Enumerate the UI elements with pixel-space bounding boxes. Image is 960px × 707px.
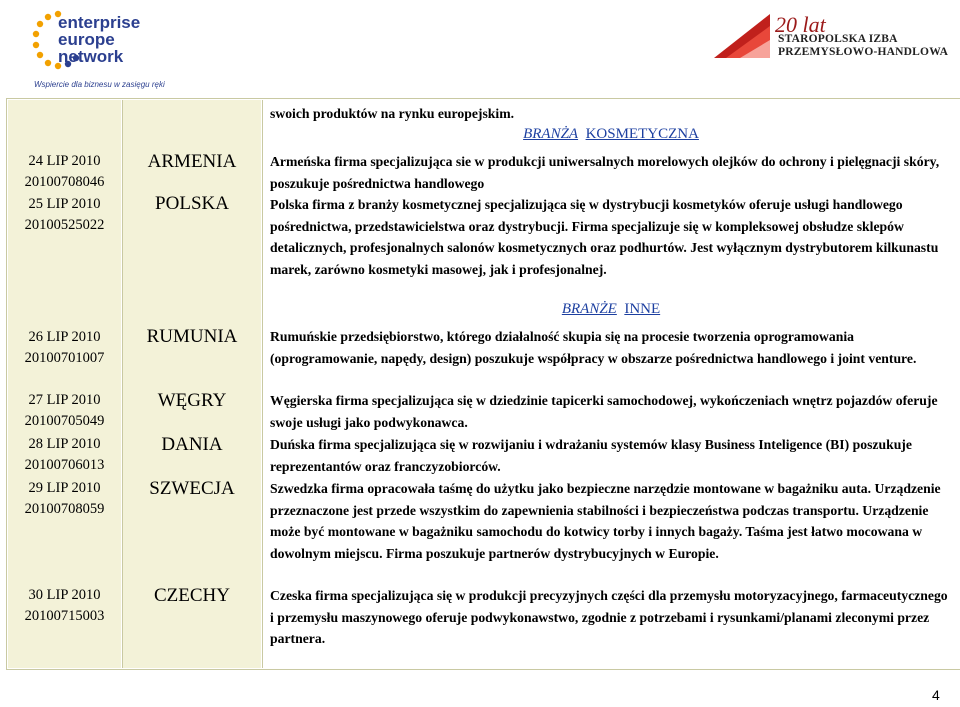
intro-text: swoich produktów na rynku europejskim. <box>270 106 515 121</box>
row-date: 28 LIP 2010 20100706013 <box>24 436 105 473</box>
spih-name-line2: PRZEMYSŁOWO-HANDLOWA <box>778 46 949 58</box>
row-date: 29 LIP 2010 20100708059 <box>24 480 105 517</box>
row-date: 26 LIP 2010 20100701007 <box>24 329 105 366</box>
row-date: 24 LIP 2010 20100708046 <box>24 153 105 190</box>
row-date: 25 LIP 2010 20100525022 <box>24 196 105 233</box>
row-country: RUMUNIA <box>146 326 238 347</box>
row-country: SZWECJA <box>149 478 235 499</box>
row-description: Polska firma z branży kosmetycznej specjalizująca się w dystrybucji kosmetyków oferuje usługi handlowego pośrednictwa, przedstawicielstwa oraz dystrybucji. Firma specjalizuje się w kompleksowej obsłudze sklepów detalicznych, profesjonalnych salonów kosmetycznych oraz podhurtów. Jest wyłącznym dystrybutorem kilkunastu marek, zarówno kosmetyki masowej, jak i profesjonalnej. <box>270 197 939 277</box>
row-country: WĘGRY <box>157 390 227 411</box>
row-country: ARMENIA <box>147 151 237 172</box>
row-date: 30 LIP 2010 20100715003 <box>24 587 105 624</box>
spih-years: 20 lat <box>775 12 826 37</box>
section-heading-other: BRANŻE INNE <box>561 301 661 317</box>
row-description: Czeska firma specjalizująca się w produkcji precyzyjnych części dla przemysłu motoryzacyjnego, farmaceutycznego i przemysłu maszynowego oferuje podwykonawstwo, zgodnie z potrzebami i rysunkami/planami zleconymi przez partnera. <box>270 588 948 646</box>
row-description: Duńska firma specjalizująca się w rozwijaniu i wdrażaniu systemów klasy Business Inteligence (BI) poszukuje reprezentantów oraz franczyzobiorców. <box>270 437 912 474</box>
section-heading-cosmetics: BRANŻA KOSMETYCZNA <box>523 126 699 142</box>
spih-name-line1: STAROPOLSKA IZBA <box>778 33 898 45</box>
row-date: 27 LIP 2010 20100705049 <box>24 392 105 429</box>
row-country: CZECHY <box>154 585 230 606</box>
country-column <box>123 100 261 668</box>
row-description: Węgierska firma specjalizująca się w dziedzinie tapicerki samochodowej, wykończeniach wnętrz pojazdów oferuje swoje usługi jako podwykonawca. <box>270 393 938 430</box>
row-country: DANIA <box>161 434 223 455</box>
row-description: Szwedzka firma opracowała taśmę do użytku jako bezpieczne narzędzie montowane w bagażniku auta. Urządzenie przeznaczone jest przede wszystkim do zapewnienia stabilności i bezpieczeństwa podczas transportu. Urządzenie może być montowane w bagażniku samochodu do kotwicy torby i innych bagaży. Taśma jest łatwo mocowana w dowolnym miejscu. Firma poszukuje partnerów dystrybucyjnych w Europie. <box>270 481 941 561</box>
column-divider <box>122 100 123 668</box>
column-divider <box>262 100 263 668</box>
een-logo-text: enterprise europe network <box>58 13 141 66</box>
row-country: POLSKA <box>155 193 229 214</box>
een-tagline: Wspiercie dla biznesu w zasięgu ręki <box>34 80 165 89</box>
page-number: 4 <box>932 687 940 703</box>
spih-logo-icon <box>712 12 772 60</box>
row-description: Armeńska firma specjalizująca sie w produkcji uniwersalnych morelowych olejków do ochrony i pielęgnacji skóry, poszukuje pośrednictwa handlowego <box>270 154 940 191</box>
row-description: Rumuńskie przedsiębiorstwo, którego działalność skupia się na procesie tworzenia oprogramowania (oprogramowanie, napędy, design) poszukuje współpracy w obszarze pośrednictwa handlowego i joint venture. <box>270 329 917 366</box>
